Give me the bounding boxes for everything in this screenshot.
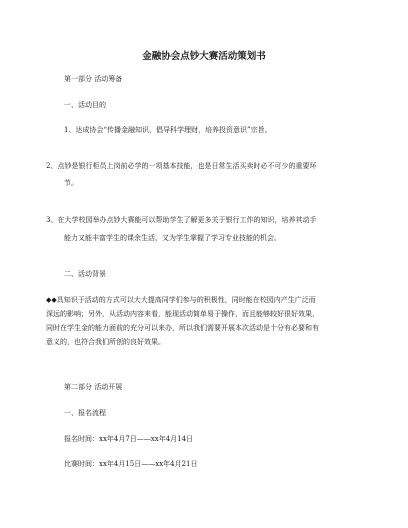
purpose-item-1: 1、达成协会“传播金融知识，倡导科学理财，培养投资意识”宗旨。 bbox=[64, 126, 272, 134]
purpose-item-2-line-2: 节。 bbox=[64, 179, 78, 187]
section1-heading: 一、活动目的 bbox=[64, 101, 106, 109]
background-line-2: 深远的影响；另外，从活动内容来看，能现活动简单易于操作，而且能够较好很好效果， bbox=[46, 310, 319, 318]
background-line-1: ◆◆具知识于活动的方式可以大大提高同学们参与的积极性，同时能在校园内产生广泛而 bbox=[46, 296, 316, 304]
part1-heading: 第一部分 活动筹备 bbox=[64, 75, 123, 83]
part2-heading: 第二部分 活动开展 bbox=[64, 383, 123, 391]
background-line-3: 同时在学生金的能力面前的充分可以来办，所以我们需要开展本次活动是十分有必要和有 bbox=[46, 324, 319, 332]
section3-heading: 一、报名流程 bbox=[64, 409, 106, 417]
purpose-item-2-line-1: 2、点钞是银行柜员上岗前必学的一项基本技能，也是日常生活买卖时必不可少的重要环 bbox=[46, 162, 317, 170]
background-line-4: 意义的，也符合我们所创的良好效果。 bbox=[46, 338, 165, 346]
purpose-item-3-line-1: 3、在大学校园举办点钞大赛能可以帮助学生了解更多关于银行工作的知识，培养其动手 bbox=[46, 216, 317, 224]
signup-time: 报名时间：xx年4月7日——xx年4月14日 bbox=[64, 435, 194, 443]
document-title: 金融协会点钞大赛活动策划书 bbox=[142, 51, 266, 62]
contest-time: 比赛时间：xx年4月15日——xx年4月21日 bbox=[64, 460, 198, 468]
section2-heading: 二、活动背景 bbox=[64, 270, 106, 278]
purpose-item-3-line-2: 能力又能丰富学生的课余生活，又为学生掌握了学习专业技能的机会。 bbox=[64, 234, 281, 242]
